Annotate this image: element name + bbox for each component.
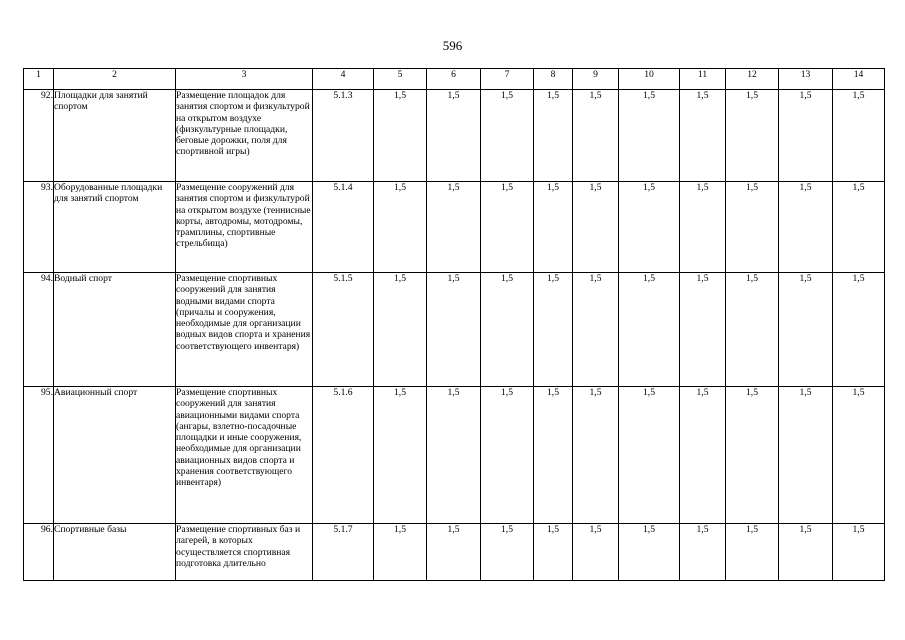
- value-cell: 1,5: [779, 182, 833, 273]
- row-number: 96.: [24, 524, 54, 581]
- value-cell: 1,5: [427, 273, 481, 387]
- value-cell: 1,5: [481, 273, 534, 387]
- row-description: Размещение спортивных сооружений для занятия авиационными видами спорта (ангары, взлетно-посадочные площадки и иные сооружения, необходимые для организации авиационных видов спорта и хранения соответствующего инвентаря): [176, 387, 313, 524]
- value-cell: 1,5: [619, 524, 680, 581]
- table-row: [24, 273, 885, 387]
- value-cell: 1,5: [833, 182, 885, 273]
- table-row: [24, 387, 885, 524]
- value-cell: 1,5: [573, 524, 619, 581]
- value-cell: 1,5: [779, 387, 833, 524]
- value-cell: 1,5: [534, 182, 573, 273]
- value-cell: 1,5: [573, 387, 619, 524]
- value-cell: 1,5: [481, 90, 534, 182]
- value-cell: 1,5: [534, 387, 573, 524]
- header-cell: 3: [176, 69, 313, 90]
- value-cell: 1,5: [374, 273, 427, 387]
- value-cell: 1,5: [726, 182, 779, 273]
- value-cell: 1,5: [619, 387, 680, 524]
- row-name: Спортивные базы: [54, 524, 176, 581]
- value-cell: 1,5: [619, 90, 680, 182]
- value-cell: 1,5: [680, 182, 726, 273]
- value-cell: 1,5: [374, 90, 427, 182]
- header-cell: 13: [779, 69, 833, 90]
- row-number: 95.: [24, 387, 54, 524]
- header-cell: 8: [534, 69, 573, 90]
- header-cell: 2: [54, 69, 176, 90]
- row-code: 5.1.4: [313, 182, 374, 273]
- value-cell: 1,5: [534, 524, 573, 581]
- table-row: [24, 90, 885, 182]
- value-cell: 1,5: [534, 273, 573, 387]
- row-code: 5.1.7: [313, 524, 374, 581]
- value-cell: 1,5: [573, 182, 619, 273]
- value-cell: 1,5: [573, 273, 619, 387]
- value-cell: 1,5: [374, 387, 427, 524]
- value-cell: 1,5: [481, 524, 534, 581]
- value-cell: 1,5: [726, 387, 779, 524]
- row-code: 5.1.6: [313, 387, 374, 524]
- header-cell: 6: [427, 69, 481, 90]
- value-cell: 1,5: [619, 182, 680, 273]
- value-cell: 1,5: [779, 90, 833, 182]
- value-cell: 1,5: [680, 524, 726, 581]
- header-cell: 7: [481, 69, 534, 90]
- value-cell: 1,5: [481, 182, 534, 273]
- value-cell: 1,5: [833, 524, 885, 581]
- value-cell: 1,5: [374, 182, 427, 273]
- value-cell: 1,5: [833, 90, 885, 182]
- header-cell: 12: [726, 69, 779, 90]
- header-cell: 14: [833, 69, 885, 90]
- value-cell: 1,5: [726, 90, 779, 182]
- value-cell: 1,5: [726, 524, 779, 581]
- value-cell: 1,5: [374, 524, 427, 581]
- value-cell: 1,5: [680, 90, 726, 182]
- header-row: [24, 69, 885, 90]
- value-cell: 1,5: [726, 273, 779, 387]
- row-description: Размещение сооружений для занятия спортом и физкультурой на открытом воздухе (теннисные корты, автодромы, мотодромы, трамплины, спортивные стрельбища): [176, 182, 313, 273]
- value-cell: 1,5: [680, 273, 726, 387]
- page-number: 596: [442, 38, 463, 53]
- header-cell: 10: [619, 69, 680, 90]
- value-cell: 1,5: [779, 524, 833, 581]
- value-cell: 1,5: [573, 90, 619, 182]
- row-name: Оборудованные площадки для занятий спортом: [54, 182, 176, 273]
- value-cell: 1,5: [779, 273, 833, 387]
- table-row: [24, 524, 885, 581]
- header-cell: 11: [680, 69, 726, 90]
- value-cell: 1,5: [833, 387, 885, 524]
- row-code: 5.1.3: [313, 90, 374, 182]
- value-cell: 1,5: [427, 90, 481, 182]
- header-cell: 9: [573, 69, 619, 90]
- header-cell: 1: [24, 69, 54, 90]
- row-description: Размещение спортивных баз и лагерей, в которых осуществляется спортивная подготовка длительно: [176, 524, 313, 581]
- row-number: 94.: [24, 273, 54, 387]
- value-cell: 1,5: [680, 387, 726, 524]
- row-name: Водный спорт: [54, 273, 176, 387]
- value-cell: 1,5: [481, 387, 534, 524]
- value-cell: 1,5: [427, 182, 481, 273]
- header-cell: 5: [374, 69, 427, 90]
- row-description: Размещение площадок для занятия спортом и физкультурой на открытом воздухе (физкультурные площадки, беговые дорожки, поля для спортивной игры): [176, 90, 313, 182]
- value-cell: 1,5: [619, 273, 680, 387]
- row-code: 5.1.5: [313, 273, 374, 387]
- row-number: 93.: [24, 182, 54, 273]
- value-cell: 1,5: [427, 387, 481, 524]
- table-row: [24, 182, 885, 273]
- regulation-table: [23, 68, 885, 581]
- value-cell: 1,5: [534, 90, 573, 182]
- value-cell: 1,5: [427, 524, 481, 581]
- row-name: Площадки для занятий спортом: [54, 90, 176, 182]
- row-number: 92.: [24, 90, 54, 182]
- value-cell: 1,5: [833, 273, 885, 387]
- row-description: Размещение спортивных сооружений для занятия водными видами спорта (причалы и сооружения, необходимые для организации водных видов спорта и хранения соответствующего инвентаря): [176, 273, 313, 387]
- row-name: Авиационный спорт: [54, 387, 176, 524]
- header-cell: 4: [313, 69, 374, 90]
